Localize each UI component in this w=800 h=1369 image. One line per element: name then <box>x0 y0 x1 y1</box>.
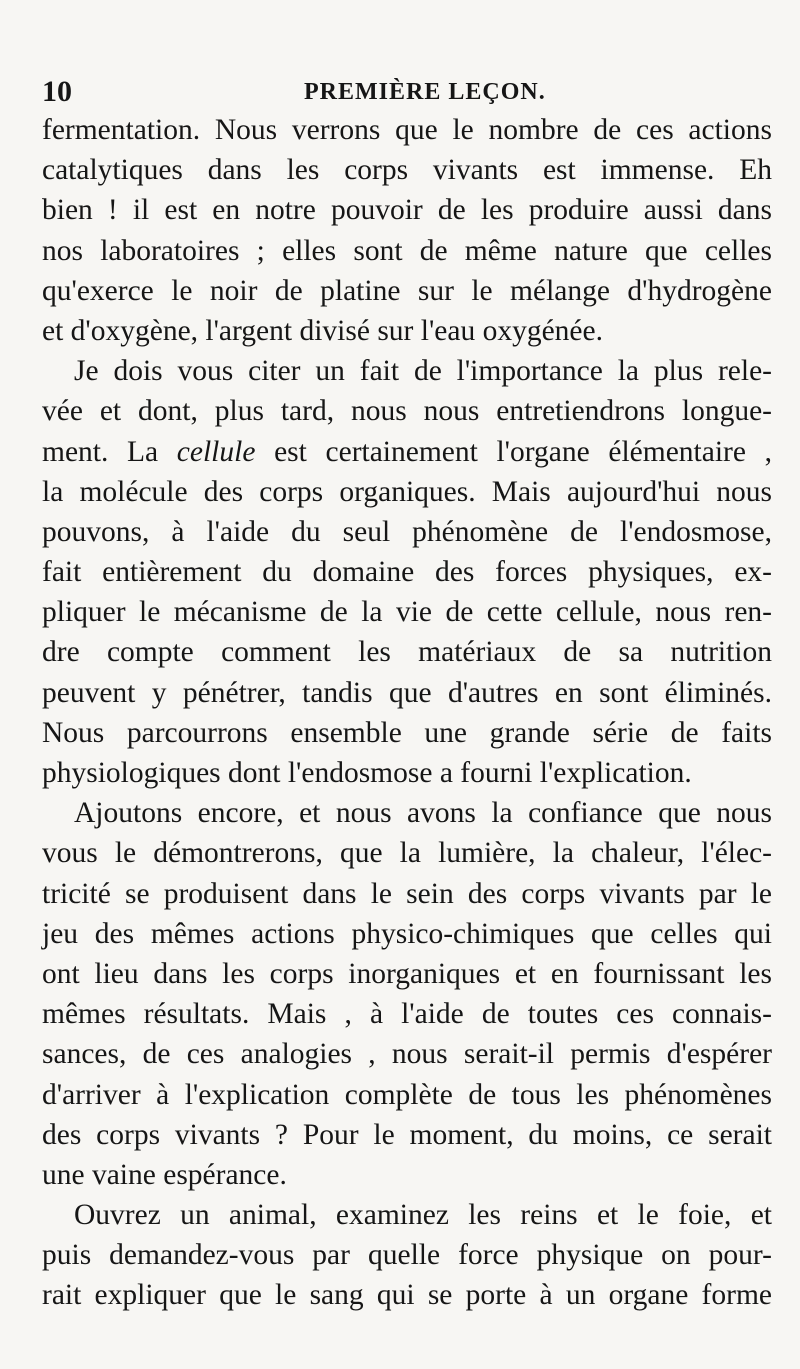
text-line: Nous parcourrons ensemble une grande série de faits <box>42 716 772 749</box>
text-line: qu'exerce le noir de platine sur le mélange d'hydrogène <box>42 274 772 307</box>
emphasized-word: cellule <box>176 435 256 468</box>
body-text <box>42 110 772 1316</box>
text-line: bien ! il est en notre pouvoir de les produire aussi dans <box>42 194 772 227</box>
text-line: catalytiques dans les corps vivants est immense. Eh <box>42 154 772 187</box>
text-line: la molécule des corps organiques. Mais aujourd'hui nous <box>42 475 772 508</box>
text-line: nos laboratoires ; elles sont de même nature que celles <box>42 234 772 267</box>
text-line: jeu des mêmes actions physico-chimiques que celles qui <box>42 917 772 950</box>
text-line: Ouvrez un animal, examinez les reins et le foie, et <box>74 1199 772 1232</box>
text-line: peuvent y pénétrer, tandis que d'autres en sont éliminés. <box>42 676 772 709</box>
text-line: vous le démontrerons, que la lumière, la chaleur, l'élec- <box>42 837 772 870</box>
text-line: rait expliquer que le sang qui se porte à un organe forme <box>42 1279 772 1312</box>
page-header <box>42 74 772 110</box>
text-line: tricité se produisent dans le sein des corps vivants par le <box>42 877 772 910</box>
text-line: Je dois vous citer un fait de l'importance la plus rele- <box>74 355 772 388</box>
text-line: ont lieu dans les corps inorganiques et en fournissant les <box>42 957 772 990</box>
text-segment: est certainement l'organe élémentaire , <box>255 435 772 468</box>
text-line-with-emphasis <box>42 432 772 472</box>
text-line: fait entièrement du domaine des forces physiques, ex- <box>42 556 772 589</box>
page-number: 10 <box>42 75 72 108</box>
text-line: puis demandez-vous par quelle force physique on pour- <box>42 1239 772 1272</box>
text-line: et d'oxygène, l'argent divisé sur l'eau oxygénée. <box>42 314 603 347</box>
text-line: Ajoutons encore, et nous avons la confiance que nous <box>74 797 772 830</box>
text-line: pliquer le mécanisme de la vie de cette cellule, nous ren- <box>42 596 772 629</box>
text-line: mêmes résultats. Mais , à l'aide de toutes ces connais- <box>42 998 772 1031</box>
text-line: d'arriver à l'explication complète de tous les phénomènes <box>42 1078 772 1111</box>
text-segment: ment. La <box>42 435 177 468</box>
text-line: vée et dont, plus tard, nous nous entretiendrons longue- <box>42 395 772 428</box>
text-line: fermentation. Nous verrons que le nombre de ces actions <box>42 114 772 146</box>
text-line: pouvons, à l'aide du seul phénomène de l'endosmose, <box>42 515 772 548</box>
text-line: physiologiques dont l'endosmose a fourni l'explication. <box>42 757 692 789</box>
text-line: dre compte comment les matériaux de sa nutrition <box>42 636 772 669</box>
text-line: une vaine espérance. <box>42 1158 287 1191</box>
text-line: sances, de ces analogies , nous serait-il permis d'espérer <box>42 1038 772 1071</box>
text-line: des corps vivants ? Pour le moment, du moins, ce serait <box>42 1118 772 1151</box>
running-title: PREMIÈRE LEÇON. <box>304 79 546 105</box>
